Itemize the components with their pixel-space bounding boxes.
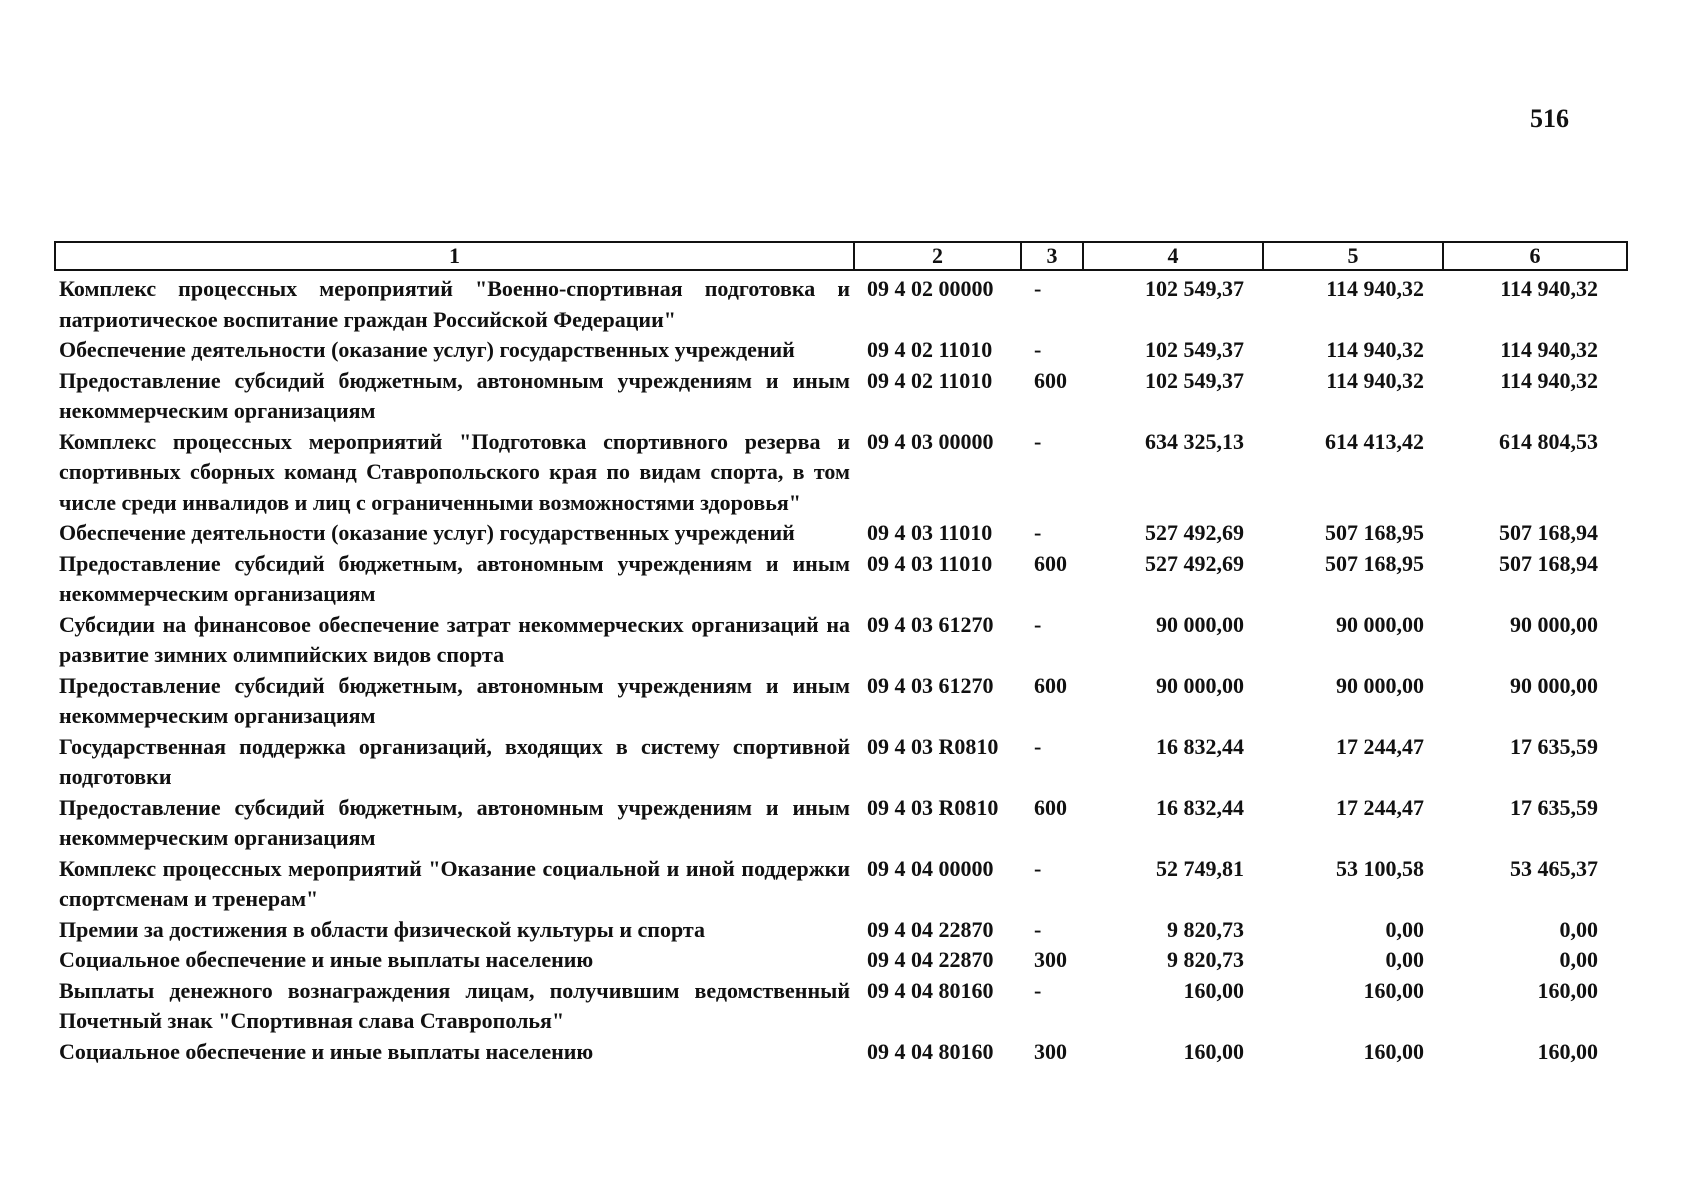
row-expense-type: -: [1034, 337, 1042, 362]
table-row: [56, 518, 1624, 549]
table-row: [56, 1037, 1624, 1068]
row-value-col5: 160,00: [1363, 1038, 1424, 1064]
row-value-col6: 17 635,59: [1510, 794, 1598, 820]
table-row: [56, 793, 1624, 854]
table-row: [56, 945, 1624, 976]
row-value-col6: 114 940,32: [1500, 276, 1598, 301]
row-code: 09 4 02 00000: [867, 276, 994, 301]
row-value-col5: 160,00: [1363, 977, 1424, 1003]
row-code: 09 4 03 11010: [867, 520, 993, 545]
row-value-col6: 53 465,37: [1510, 855, 1598, 881]
row-name: Комплекс процессных мероприятий "Подготовка спортивного резерва и спортивных сборных команд Ставропольского края по видам спорта, в том числе среди инвалидов и лиц с ограниченными возможностями здоровья": [59, 428, 850, 515]
row-code: 09 4 02 11010: [867, 367, 993, 393]
row-expense-type: -: [1034, 276, 1042, 301]
row-value-col4: 90 000,00: [1156, 672, 1244, 698]
page-number: 516: [1530, 104, 1569, 133]
row-expense-type: -: [1034, 977, 1042, 1003]
row-value-col4: 160,00: [1183, 1038, 1244, 1064]
row-code: 09 4 03 R0810: [867, 733, 999, 759]
row-code: 09 4 03 61270: [867, 611, 994, 637]
row-code: 09 4 03 R0810: [867, 794, 999, 820]
row-value-col6: 17 635,59: [1510, 733, 1598, 759]
row-expense-type: 600: [1034, 794, 1067, 820]
table-row: [56, 610, 1624, 671]
row-name: Предоставление субсидий бюджетным, автономным учреждениям и иным некоммерческим организациям: [59, 367, 850, 423]
table-row: [56, 976, 1624, 1037]
row-value-col4: 16 832,44: [1156, 794, 1244, 820]
table-row: [56, 671, 1624, 732]
row-value-col5: 90 000,00: [1336, 611, 1424, 637]
row-name: Комплекс процессных мероприятий "Оказание социальной и иной поддержки спортсменам и тренерам": [59, 855, 850, 911]
budget-table-body: [56, 274, 1624, 1067]
column-header-2: 2: [854, 242, 1021, 270]
row-value-col4: 9 820,73: [1167, 947, 1244, 972]
row-expense-type: 600: [1034, 367, 1067, 393]
column-header-1: 1: [55, 242, 854, 270]
row-name: Государственная поддержка организаций, входящих в систему спортивной подготовки: [59, 733, 850, 789]
row-value-col5: 17 244,47: [1336, 794, 1424, 820]
row-name: Обеспечение деятельности (оказание услуг) государственных учреждений: [59, 337, 795, 362]
row-name: Обеспечение деятельности (оказание услуг) государственных учреждений: [59, 520, 795, 545]
row-value-col6: 160,00: [1537, 977, 1598, 1003]
row-value-col4: 52 749,81: [1156, 855, 1244, 881]
row-code: 09 4 03 61270: [867, 672, 994, 698]
row-value-col4: 527 492,69: [1145, 520, 1244, 545]
row-name: Социальное обеспечение и иные выплаты населению: [59, 947, 594, 972]
row-code: 09 4 04 80160: [867, 977, 994, 1003]
row-expense-type: -: [1034, 855, 1042, 881]
row-code: 09 4 04 80160: [867, 1038, 994, 1064]
row-value-col6: 90 000,00: [1510, 611, 1598, 637]
row-name: Социальное обеспечение и иные выплаты населению: [59, 1038, 594, 1064]
row-name: Премии за достижения в области физической культуры и спорта: [59, 916, 705, 942]
row-value-col5: 507 168,95: [1325, 550, 1424, 576]
row-expense-type: 600: [1034, 550, 1067, 576]
row-name: Выплаты денежного вознаграждения лицам, получившим ведомственный Почетный знак "Спортивная слава Ставрополья": [59, 977, 850, 1033]
row-value-col4: 102 549,37: [1145, 276, 1244, 301]
row-value-col6: 507 168,94: [1499, 520, 1598, 545]
row-expense-type: -: [1034, 611, 1042, 637]
table-row: [56, 732, 1624, 793]
row-expense-type: -: [1034, 916, 1042, 942]
row-name: Предоставление субсидий бюджетным, автономным учреждениям и иным некоммерческим организациям: [59, 550, 850, 606]
table-row: [56, 854, 1624, 915]
row-value-col5: 0,00: [1385, 947, 1424, 972]
row-value-col5: 0,00: [1385, 916, 1424, 942]
row-expense-type: -: [1034, 733, 1042, 759]
table-row: [56, 915, 1624, 946]
row-expense-type: 300: [1034, 1038, 1067, 1064]
row-value-col4: 102 549,37: [1145, 337, 1244, 362]
row-name: Комплекс процессных мероприятий "Военно-спортивная подготовка и патриотическое воспитание граждан Российской Федерации": [59, 276, 850, 332]
row-value-col4: 527 492,69: [1145, 550, 1244, 576]
row-value-col5: 114 940,32: [1326, 276, 1424, 301]
row-value-col5: 114 940,32: [1326, 337, 1424, 362]
row-value-col4: 16 832,44: [1156, 733, 1244, 759]
row-value-col5: 90 000,00: [1336, 672, 1424, 698]
row-value-col5: 507 168,95: [1325, 520, 1424, 545]
row-value-col4: 90 000,00: [1156, 611, 1244, 637]
column-header-5: 5: [1263, 242, 1443, 270]
table-row: [56, 366, 1624, 427]
column-header-3: 3: [1021, 242, 1083, 270]
table-row: [56, 427, 1624, 519]
row-code: 09 4 04 22870: [867, 916, 994, 942]
row-code: 09 4 02 11010: [867, 337, 993, 362]
row-value-col4: 102 549,37: [1145, 367, 1244, 393]
row-value-col4: 634 325,13: [1145, 428, 1244, 454]
column-header-row: [55, 242, 1627, 270]
row-value-col5: 53 100,58: [1336, 855, 1424, 881]
row-value-col5: 614 413,42: [1325, 428, 1424, 454]
table-row: [56, 549, 1624, 610]
row-name: Субсидии на финансовое обеспечение затрат некоммерческих организаций на развитие зимних олимпийских видов спорта: [59, 611, 850, 667]
row-code: 09 4 03 00000: [867, 428, 994, 454]
row-code: 09 4 03 11010: [867, 550, 993, 576]
row-value-col4: 9 820,73: [1167, 916, 1244, 942]
row-value-col5: 114 940,32: [1326, 367, 1424, 393]
row-code: 09 4 04 00000: [867, 855, 994, 881]
table-row: [56, 274, 1624, 335]
row-value-col4: 160,00: [1183, 977, 1244, 1003]
row-value-col6: 507 168,94: [1499, 550, 1598, 576]
row-name: Предоставление субсидий бюджетным, автономным учреждениям и иным некоммерческим организациям: [59, 794, 850, 850]
row-value-col6: 0,00: [1559, 947, 1598, 972]
row-value-col6: 614 804,53: [1499, 428, 1598, 454]
column-header-4: 4: [1083, 242, 1263, 270]
budget-table: [56, 274, 1624, 1067]
row-value-col6: 114 940,32: [1500, 337, 1598, 362]
row-expense-type: 300: [1034, 947, 1067, 972]
row-expense-type: -: [1034, 428, 1042, 454]
row-value-col5: 17 244,47: [1336, 733, 1424, 759]
row-value-col6: 0,00: [1559, 916, 1598, 942]
row-expense-type: -: [1034, 520, 1042, 545]
row-value-col6: 90 000,00: [1510, 672, 1598, 698]
table-row: [56, 335, 1624, 366]
row-name: Предоставление субсидий бюджетным, автономным учреждениям и иным некоммерческим организациям: [59, 672, 850, 728]
column-header-6: 6: [1443, 242, 1627, 270]
row-expense-type: 600: [1034, 672, 1067, 698]
row-value-col6: 114 940,32: [1500, 367, 1598, 393]
row-code: 09 4 04 22870: [867, 947, 994, 972]
column-header-table: [54, 241, 1628, 271]
row-value-col6: 160,00: [1537, 1038, 1598, 1064]
